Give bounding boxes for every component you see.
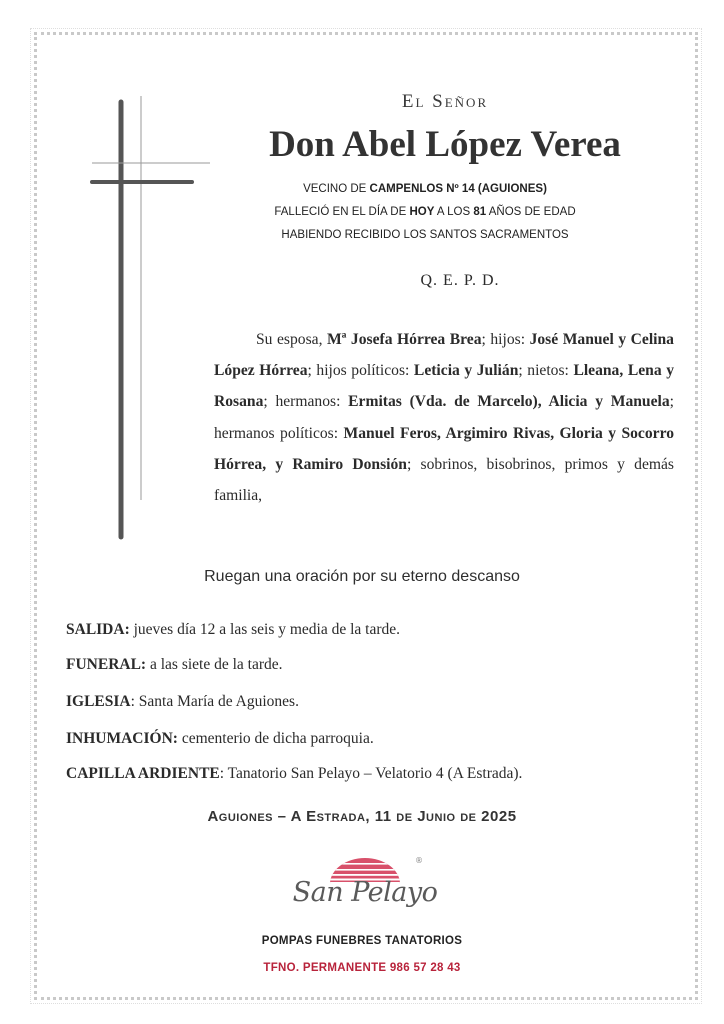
death-age: 81	[473, 206, 487, 218]
detail-label: IGLESIA	[66, 693, 131, 710]
family-text-3: ; hijos políticos:	[307, 362, 414, 380]
detail-iglesia	[66, 693, 686, 711]
death-text-a: FALLECIÓ EN EL DÍA DE	[274, 206, 410, 218]
place-date: Aguiones – A Estrada, 11 de Junio de 2025	[207, 808, 517, 825]
phone-number: TFNO. PERMANENTE 986 57 28 43	[263, 962, 461, 974]
qepd: Q. E. P. D.	[420, 272, 500, 289]
detail-salida	[66, 621, 686, 639]
detail-text: : Santa María de Aguiones.	[130, 693, 299, 710]
detail-label: FUNERAL:	[66, 656, 147, 673]
residence-line	[230, 183, 620, 195]
registered-mark: ®	[415, 856, 423, 865]
death-day: HOY	[409, 206, 435, 218]
detail-label: CAPILLA ARDIENTE	[66, 765, 220, 782]
death-text-c: A LOS	[434, 206, 474, 218]
family-text-6: ; hermanos políticos:	[214, 393, 674, 442]
family-children-in-law: Leticia y Julián	[413, 362, 519, 380]
detail-funeral	[66, 656, 686, 674]
death-text-e: AÑOS DE EDAD	[486, 206, 576, 218]
family-siblings: Ermitas (Vda. de Marcelo), Alicia y Manuela	[348, 393, 670, 411]
detail-capilla	[66, 765, 686, 783]
deceased-name: Don Abel López Verea	[269, 124, 621, 165]
detail-text: a las siete de la tarde.	[146, 656, 283, 673]
detail-label: INHUMACIÓN:	[66, 730, 178, 747]
death-line	[230, 206, 620, 218]
detail-text: jueves día 12 a las seis y media de la tarde.	[129, 621, 401, 638]
sacraments-line: HABIENDO RECIBIDO LOS SANTOS SACRAMENTOS	[281, 229, 569, 241]
family-text-5: ; hermanos:	[263, 393, 349, 411]
family-spouse: Mª Josefa Hórrea Brea	[327, 331, 482, 348]
title-line: El Señor	[401, 91, 489, 112]
family-grandchildren: Lleana, Lena y Rosana	[214, 362, 674, 411]
family-text-7: ; sobrinos, bisobrinos, primos y demás familia,	[214, 455, 674, 505]
detail-text: : Tanatorio San Pelayo – Velatorio 4 (A Estrada).	[219, 765, 523, 782]
detail-inhumacion	[66, 730, 686, 748]
logo-text: San Pelayo	[292, 877, 438, 908]
residence-prefix: VECINO DE	[303, 183, 370, 195]
family-text-2: ; hijos:	[481, 331, 530, 348]
family-siblings-in-law: Manuel Feros, Argimiro Rivas, Gloria y Socorro Hórrea, y Ramiro Donsión	[214, 424, 675, 473]
residence-address: CAMPENLOS Nº 14 (AGUIONES)	[369, 183, 547, 195]
family-text-4: ; nietos:	[518, 362, 574, 380]
detail-text: cementerio de dicha parroquia.	[177, 730, 374, 747]
family-children: José Manuel y Celina López Hórrea	[214, 331, 674, 380]
company-name: POMPAS FUNEBRES TANATORIOS	[261, 935, 463, 947]
detail-label: SALIDA:	[66, 621, 130, 638]
family-paragraph	[214, 324, 674, 511]
family-text-1: Su esposa,	[256, 331, 327, 348]
prayer-request: Ruegan una oración por su eterno descanso	[204, 568, 520, 585]
